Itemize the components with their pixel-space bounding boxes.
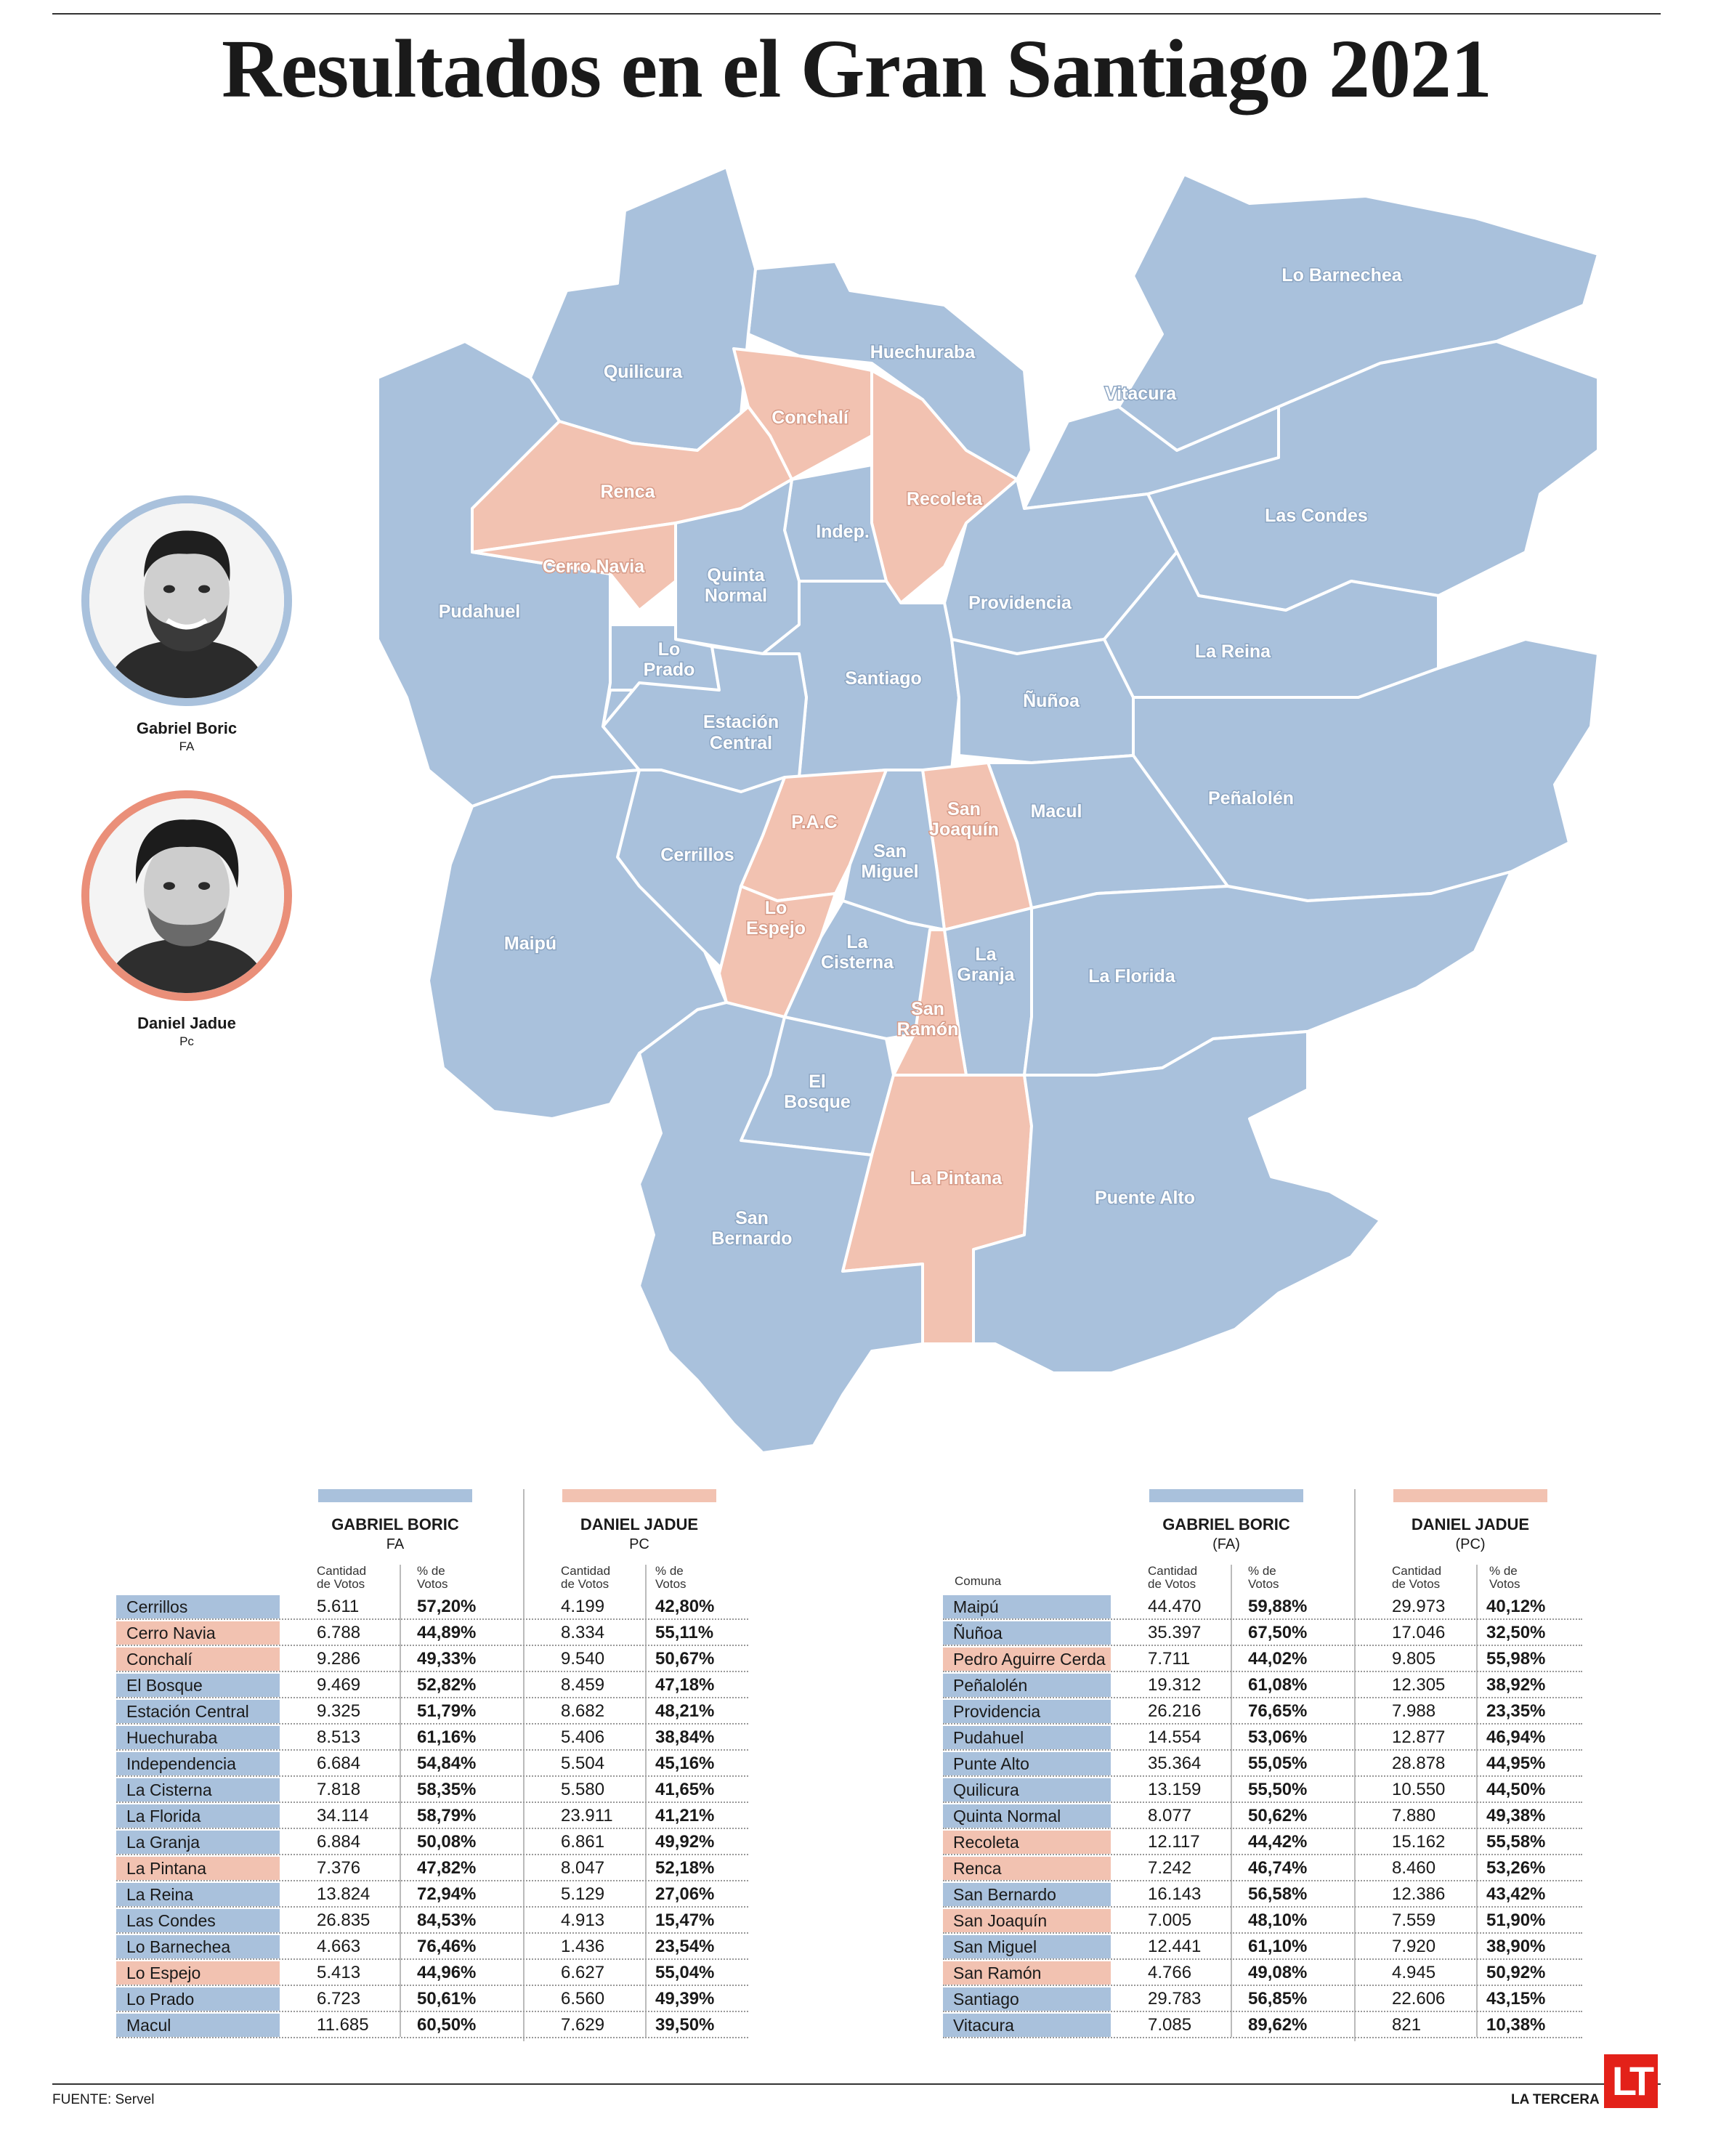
jadue-pct-col-header: % de Votos — [1489, 1564, 1520, 1591]
rows-right — [943, 1594, 1582, 2038]
jadue-pct-cell: 42,80% — [655, 1597, 715, 1616]
jadue-votes-cell: 5.580 — [561, 1780, 605, 1799]
boric-votes-cell: 9.286 — [317, 1649, 361, 1669]
boric-votes-cell: 11.685 — [317, 2015, 369, 2035]
label-la-cisterna-2: Cisterna — [820, 952, 894, 973]
boric-votes-col-header: Cantidad de Votos — [1148, 1564, 1198, 1591]
boric-pct-cell: 61,16% — [417, 1727, 477, 1747]
jadue-votes-cell: 6.861 — [561, 1832, 605, 1852]
comuna-cell: Recoleta — [943, 1831, 1111, 1854]
jadue-face-icon — [89, 798, 284, 993]
source-note: FUENTE: Servel — [52, 2092, 155, 2107]
label-providencia: Providencia — [968, 593, 1072, 613]
table-row — [116, 1908, 748, 1934]
boric-name: Gabriel Boric — [136, 719, 238, 737]
boric-pct-cell: 52,82% — [417, 1675, 477, 1695]
label-lo-prado-1: Lo — [657, 639, 681, 660]
boric-pct-cell: 54,84% — [417, 1754, 477, 1773]
jadue-votes-cell: 12.386 — [1392, 1884, 1446, 1904]
label-indep: Indep. — [816, 522, 870, 542]
results-table-left — [116, 1489, 756, 2041]
boric-pct-cell: 59,88% — [1248, 1597, 1308, 1616]
boric-pct-cell: 48,10% — [1248, 1910, 1308, 1930]
boric-votes-cell: 6.788 — [317, 1623, 361, 1642]
boric-pct-cell: 53,06% — [1248, 1727, 1308, 1747]
boric-pct-cell: 61,08% — [1248, 1675, 1308, 1695]
label-san-bernardo-2: Bernardo — [711, 1228, 793, 1249]
table-row — [943, 1829, 1582, 1855]
label-quilicura: Quilicura — [603, 362, 683, 382]
table-row — [943, 1803, 1582, 1829]
boric-column-header: GABRIEL BORIC — [1162, 1515, 1290, 1533]
comuna-cell: San Miguel — [943, 1935, 1111, 1958]
results-table-right — [943, 1489, 1597, 2041]
jadue-pct-cell: 41,65% — [655, 1780, 715, 1799]
boric-votes-cell: 19.312 — [1148, 1675, 1202, 1695]
comuna-quilicura[interactable] — [530, 167, 756, 450]
comunas-map — [363, 160, 1642, 1467]
boric-pct-cell: 58,35% — [417, 1780, 477, 1799]
boric-votes-cell: 35.364 — [1148, 1754, 1202, 1773]
jadue-portrait — [81, 790, 292, 1001]
table-row — [943, 1672, 1582, 1698]
jadue-column-party: PC — [629, 1536, 649, 1552]
boric-pct-cell: 58,79% — [417, 1806, 477, 1825]
comuna-cell: Quinta Normal — [943, 1804, 1111, 1828]
rows-left — [116, 1594, 748, 2038]
jadue-votes-cell: 7.629 — [561, 2015, 605, 2035]
label-la-granja-2: Granja — [957, 965, 1015, 985]
jadue-votes-cell: 9.805 — [1392, 1649, 1436, 1669]
label-renca: Renca — [600, 482, 655, 502]
jadue-pct-cell: 51,90% — [1486, 1910, 1546, 1930]
jadue-votes-cell: 22.606 — [1392, 1989, 1446, 2009]
boric-pct-cell: 72,94% — [417, 1884, 477, 1904]
jadue-votes-cell: 6.627 — [561, 1963, 605, 1982]
comuna-cell: Ñuñoa — [943, 1621, 1111, 1645]
table-row — [116, 1646, 748, 1672]
table-row — [943, 2012, 1582, 2038]
boric-votes-cell: 4.766 — [1148, 1963, 1192, 1982]
boric-votes-cell: 8.077 — [1148, 1806, 1192, 1825]
boric-header-bar — [1149, 1489, 1303, 1502]
boric-pct-cell: 61,10% — [1248, 1937, 1308, 1956]
label-la-granja-1: La — [975, 944, 997, 965]
label-lo-espejo-1: Lo — [764, 898, 787, 918]
label-el-bosque-2: Bosque — [784, 1092, 851, 1112]
boric-pct-cell: 55,50% — [1248, 1780, 1308, 1799]
table-row — [943, 1934, 1582, 1960]
table-row — [116, 1855, 748, 1881]
boric-pct-cell: 50,08% — [417, 1832, 477, 1852]
comuna-cell: La Pintana — [116, 1857, 280, 1880]
comuna-cell: San Ramón — [943, 1961, 1111, 1985]
comuna-cell: Conchalí — [116, 1648, 280, 1671]
table-row — [116, 1698, 748, 1725]
boric-pct-cell: 47,82% — [417, 1858, 477, 1878]
boric-votes-cell: 5.413 — [317, 1963, 361, 1982]
boric-votes-cell: 7.711 — [1148, 1649, 1191, 1669]
label-penalolen: Peñalolén — [1207, 788, 1295, 808]
jadue-pct-cell: 41,21% — [655, 1806, 715, 1825]
jadue-pct-cell: 55,04% — [655, 1963, 715, 1982]
table-row — [116, 1960, 748, 1986]
table-row — [943, 1751, 1582, 1777]
boric-votes-cell: 34.114 — [317, 1806, 369, 1825]
jadue-votes-cell: 8.460 — [1392, 1858, 1436, 1878]
label-la-reina: La Reina — [1194, 641, 1271, 662]
label-lo-espejo-2: Espejo — [746, 918, 806, 939]
page-title: Resultados en el Gran Santiago 2021 — [222, 23, 1491, 115]
boric-votes-cell: 35.397 — [1148, 1623, 1202, 1642]
boric-party: FA — [179, 739, 195, 753]
table-row — [943, 1777, 1582, 1803]
boric-votes-cell: 6.723 — [317, 1989, 361, 2009]
boric-pct-cell: 44,42% — [1248, 1832, 1308, 1852]
jadue-column-header: DANIEL JADUE — [1411, 1515, 1530, 1533]
table-row — [943, 1646, 1582, 1672]
top-rule — [52, 13, 1661, 15]
boric-pct-cell: 76,46% — [417, 1937, 477, 1956]
label-san-miguel-2: Miguel — [861, 862, 919, 882]
boric-header-bar — [318, 1489, 472, 1502]
jadue-pct-cell: 23,35% — [1486, 1701, 1546, 1721]
boric-pct-col-header: % de Votos — [417, 1564, 448, 1591]
comuna-cell: Santiago — [943, 1987, 1111, 2011]
comuna-cell: Providencia — [943, 1700, 1111, 1723]
boric-votes-cell: 6.884 — [317, 1832, 361, 1852]
boric-votes-cell: 13.159 — [1148, 1780, 1202, 1799]
comuna-cell: Lo Prado — [116, 1987, 280, 2011]
boric-pct-cell: 67,50% — [1248, 1623, 1308, 1642]
label-san-ramon-1: San — [911, 999, 944, 1019]
jadue-pct-cell: 32,50% — [1486, 1623, 1546, 1642]
jadue-votes-cell: 15.162 — [1392, 1832, 1446, 1852]
comuna-cell: Peñalolén — [943, 1674, 1111, 1697]
jadue-votes-col-header: Cantidad de Votos — [1392, 1564, 1442, 1591]
jadue-votes-cell: 6.560 — [561, 1989, 605, 2009]
boric-votes-cell: 7.085 — [1148, 2015, 1192, 2035]
label-quinta-normal-2: Normal — [704, 585, 768, 606]
jadue-pct-cell: 43,15% — [1486, 1989, 1546, 2009]
table-row — [116, 1881, 748, 1908]
label-estacion-central-2: Central — [709, 733, 773, 753]
boric-votes-cell: 9.325 — [317, 1701, 361, 1721]
boric-pct-cell: 55,05% — [1248, 1754, 1308, 1773]
jadue-votes-cell: 8.047 — [561, 1858, 605, 1878]
label-macul: Macul — [1030, 801, 1082, 822]
comuna-col-header: Comuna — [955, 1574, 1002, 1588]
boric-votes-cell: 7.242 — [1148, 1858, 1192, 1878]
jadue-votes-cell: 7.988 — [1392, 1701, 1436, 1721]
table-row — [116, 1725, 748, 1751]
table-row — [943, 1986, 1582, 2012]
table-row — [116, 1829, 748, 1855]
table-row — [116, 1594, 748, 1620]
comuna-cell: San Bernardo — [943, 1883, 1111, 1906]
comuna-cell: Lo Espejo — [116, 1961, 280, 1985]
comuna-cell: Cerro Navia — [116, 1621, 280, 1645]
jadue-pct-cell: 48,21% — [655, 1701, 715, 1721]
comuna-cell: Pedro Aguirre Cerda — [943, 1648, 1111, 1671]
jadue-votes-cell: 1.436 — [561, 1937, 605, 1956]
comuna-cell: La Florida — [116, 1804, 280, 1828]
comuna-cell: Pudahuel — [943, 1726, 1111, 1749]
table-row — [116, 1803, 748, 1829]
bottom-rule — [52, 2083, 1661, 2085]
boric-pct-cell: 84,53% — [417, 1910, 477, 1930]
jadue-pct-cell: 49,92% — [655, 1832, 715, 1852]
jadue-pct-cell: 50,92% — [1486, 1963, 1546, 1982]
comuna-cell: Renca — [943, 1857, 1111, 1880]
jadue-votes-cell: 28.878 — [1392, 1754, 1446, 1773]
jadue-pct-cell: 43,42% — [1486, 1884, 1546, 1904]
jadue-votes-cell: 7.559 — [1392, 1910, 1436, 1930]
label-recoleta: Recoleta — [906, 489, 983, 509]
boric-votes-cell: 7.376 — [317, 1858, 361, 1878]
comuna-cell: Vitacura — [943, 2014, 1111, 2037]
label-san-miguel-1: San — [873, 841, 907, 862]
table-row — [943, 1725, 1582, 1751]
jadue-pct-cell: 55,58% — [1486, 1832, 1546, 1852]
comuna-cell: Punte Alto — [943, 1752, 1111, 1775]
boric-pct-cell: 44,89% — [417, 1623, 477, 1642]
boric-votes-cell: 5.611 — [317, 1597, 360, 1616]
comuna-cell: El Bosque — [116, 1674, 280, 1697]
boric-votes-cell: 26.835 — [317, 1910, 370, 1930]
table-row — [943, 1960, 1582, 1986]
table-row — [943, 1908, 1582, 1934]
boric-votes-cell: 7.818 — [317, 1780, 361, 1799]
boric-votes-cell: 7.005 — [1148, 1910, 1192, 1930]
label-lo-prado-2: Prado — [643, 660, 695, 680]
publisher-logo: LT — [1604, 2054, 1658, 2108]
jadue-party: Pc — [179, 1034, 194, 1048]
table-row — [116, 2012, 748, 2038]
jadue-votes-cell: 23.911 — [561, 1806, 613, 1825]
jadue-votes-cell: 4.199 — [561, 1597, 605, 1616]
jadue-pct-cell: 53,26% — [1486, 1858, 1546, 1878]
jadue-pct-cell: 38,84% — [655, 1727, 715, 1747]
table-row — [116, 1620, 748, 1646]
comuna-cell: Cerrillos — [116, 1595, 280, 1618]
label-nunoa: Ñuñoa — [1023, 691, 1080, 711]
label-cerrillos: Cerrillos — [660, 845, 734, 865]
label-las-condes: Las Condes — [1265, 506, 1368, 526]
boric-pct-cell: 60,50% — [417, 2015, 477, 2035]
jadue-votes-cell: 10.550 — [1392, 1780, 1446, 1799]
boric-votes-cell: 44.470 — [1148, 1597, 1202, 1616]
jadue-pct-cell: 38,92% — [1486, 1675, 1546, 1695]
label-san-joaquin-1: San — [947, 799, 981, 819]
comuna-cell: Maipú — [943, 1595, 1111, 1618]
jadue-votes-cell: 17.046 — [1392, 1623, 1446, 1642]
jadue-pct-cell: 40,12% — [1486, 1597, 1546, 1616]
label-pudahuel: Pudahuel — [438, 601, 521, 622]
jadue-pct-cell: 45,16% — [655, 1754, 715, 1773]
jadue-pct-cell: 55,11% — [655, 1623, 714, 1642]
jadue-pct-cell: 55,98% — [1486, 1649, 1546, 1669]
boric-votes-col-header: Cantidad de Votos — [317, 1564, 367, 1591]
label-estacion-central-1: Estación — [702, 712, 779, 732]
boric-pct-cell: 46,74% — [1248, 1858, 1308, 1878]
jadue-pct-cell: 50,67% — [655, 1649, 715, 1669]
jadue-votes-col-header: Cantidad de Votos — [561, 1564, 611, 1591]
label-la-cisterna-1: La — [846, 932, 868, 952]
jadue-header-bar — [1393, 1489, 1547, 1502]
boric-votes-cell: 29.783 — [1148, 1989, 1202, 2009]
boric-portrait — [81, 495, 292, 706]
jadue-pct-col-header: % de Votos — [655, 1564, 687, 1591]
jadue-pct-cell: 27,06% — [655, 1884, 715, 1904]
label-quinta-normal-1: Quinta — [707, 565, 765, 585]
jadue-column-header: DANIEL JADUE — [580, 1515, 699, 1533]
table-row — [116, 1672, 748, 1698]
boric-column-party: (FA) — [1212, 1536, 1240, 1552]
label-santiago: Santiago — [845, 668, 922, 689]
comuna-cell: Las Condes — [116, 1909, 280, 1932]
boric-votes-cell: 13.824 — [317, 1884, 370, 1904]
label-huechuraba: Huechuraba — [870, 342, 976, 362]
label-pac: P.A.C — [791, 812, 838, 832]
boric-votes-cell: 12.441 — [1148, 1937, 1202, 1956]
label-lo-barnechea: Lo Barnechea — [1281, 265, 1402, 285]
label-cerro-navia: Cerro Navia — [542, 556, 645, 577]
boric-votes-cell: 14.554 — [1148, 1727, 1202, 1747]
jadue-votes-cell: 12.877 — [1392, 1727, 1446, 1747]
label-la-pintana: La Pintana — [910, 1168, 1003, 1188]
jadue-votes-cell: 7.920 — [1392, 1937, 1436, 1956]
jadue-votes-cell: 8.682 — [561, 1701, 605, 1721]
jadue-votes-cell: 821 — [1392, 2015, 1422, 2035]
label-la-florida: La Florida — [1088, 966, 1175, 986]
comuna-cell: Independencia — [116, 1752, 280, 1775]
jadue-pct-cell: 47,18% — [655, 1675, 715, 1695]
jadue-pct-cell: 44,50% — [1486, 1780, 1546, 1799]
jadue-votes-cell: 5.129 — [561, 1884, 605, 1904]
boric-votes-cell: 8.513 — [317, 1727, 361, 1747]
boric-votes-cell: 6.684 — [317, 1754, 361, 1773]
label-san-bernardo-1: San — [735, 1208, 769, 1228]
comuna-cell: Quilicura — [943, 1778, 1111, 1802]
table-row — [943, 1620, 1582, 1646]
boric-pct-cell: 57,20% — [417, 1597, 477, 1616]
jadue-header-bar — [562, 1489, 716, 1502]
jadue-votes-cell: 29.973 — [1392, 1597, 1446, 1616]
jadue-votes-cell: 8.334 — [561, 1623, 605, 1642]
boric-pct-cell: 50,62% — [1248, 1806, 1308, 1825]
label-maipu: Maipú — [503, 933, 557, 954]
jadue-pct-cell: 23,54% — [655, 1937, 715, 1956]
boric-pct-cell: 89,62% — [1248, 2015, 1308, 2035]
jadue-pct-cell: 52,18% — [655, 1858, 715, 1878]
jadue-pct-cell: 44,95% — [1486, 1754, 1546, 1773]
comuna-cell: San Joaquín — [943, 1909, 1111, 1932]
jadue-votes-cell: 4.913 — [561, 1910, 605, 1930]
comuna-cell: Macul — [116, 2014, 280, 2037]
table-row — [116, 1934, 748, 1960]
jadue-votes-cell: 5.504 — [561, 1754, 605, 1773]
jadue-votes-cell: 12.305 — [1392, 1675, 1446, 1695]
jadue-pct-cell: 49,38% — [1486, 1806, 1546, 1825]
jadue-votes-cell: 4.945 — [1392, 1963, 1436, 1982]
label-san-joaquin-2: Joaquín — [929, 819, 999, 840]
boric-pct-cell: 50,61% — [417, 1989, 477, 2009]
boric-pct-cell: 49,33% — [417, 1649, 477, 1669]
boric-pct-cell: 44,96% — [417, 1963, 477, 1982]
comuna-cell: Estación Central — [116, 1700, 280, 1723]
label-el-bosque-1: El — [809, 1071, 826, 1092]
table-row — [116, 1986, 748, 2012]
comuna-cell: La Cisterna — [116, 1778, 280, 1802]
boric-votes-cell: 4.663 — [317, 1937, 361, 1956]
boric-votes-cell: 12.117 — [1148, 1832, 1200, 1852]
comuna-cell: La Granja — [116, 1831, 280, 1854]
jadue-name: Daniel Jadue — [137, 1014, 236, 1032]
boric-pct-cell: 56,85% — [1248, 1989, 1308, 2009]
label-san-ramon-2: Ramón — [896, 1019, 959, 1040]
jadue-votes-cell: 7.880 — [1392, 1806, 1436, 1825]
comuna-cell: Lo Barnechea — [116, 1935, 280, 1958]
jadue-pct-cell: 38,90% — [1486, 1937, 1546, 1956]
boric-votes-cell: 9.469 — [317, 1675, 361, 1695]
table-row — [116, 1777, 748, 1803]
jadue-pct-cell: 49,39% — [655, 1989, 715, 2009]
table-row — [943, 1594, 1582, 1620]
boric-votes-cell: 16.143 — [1148, 1884, 1202, 1904]
boric-pct-cell: 49,08% — [1248, 1963, 1308, 1982]
jadue-votes-cell: 9.540 — [561, 1649, 605, 1669]
jadue-votes-cell: 8.459 — [561, 1675, 605, 1695]
label-puente-alto: Puente Alto — [1095, 1188, 1195, 1208]
boric-pct-cell: 44,02% — [1248, 1649, 1308, 1669]
boric-votes-cell: 26.216 — [1148, 1701, 1202, 1721]
jadue-votes-cell: 5.406 — [561, 1727, 605, 1747]
comuna-cell: Huechuraba — [116, 1726, 280, 1749]
jadue-pct-cell: 15,47% — [655, 1910, 715, 1930]
publisher-name: LA TERCERA — [1511, 2092, 1600, 2107]
boric-pct-col-header: % de Votos — [1248, 1564, 1279, 1591]
boric-column-header: GABRIEL BORIC — [331, 1515, 459, 1533]
table-row — [116, 1751, 748, 1777]
label-vitacura: Vitacura — [1104, 384, 1177, 404]
boric-pct-cell: 56,58% — [1248, 1884, 1308, 1904]
table-row — [943, 1698, 1582, 1725]
jadue-column-party: (PC) — [1455, 1536, 1486, 1552]
comuna-cell: La Reina — [116, 1883, 280, 1906]
jadue-pct-cell: 46,94% — [1486, 1727, 1546, 1747]
label-conchali: Conchalí — [772, 408, 849, 428]
boric-pct-cell: 51,79% — [417, 1701, 477, 1721]
boric-column-party: FA — [386, 1536, 405, 1552]
table-row — [943, 1881, 1582, 1908]
jadue-pct-cell: 10,38% — [1486, 2015, 1546, 2035]
table-row — [943, 1855, 1582, 1881]
boric-pct-cell: 76,65% — [1248, 1701, 1308, 1721]
boric-face-icon — [89, 503, 284, 698]
jadue-pct-cell: 39,50% — [655, 2015, 715, 2035]
